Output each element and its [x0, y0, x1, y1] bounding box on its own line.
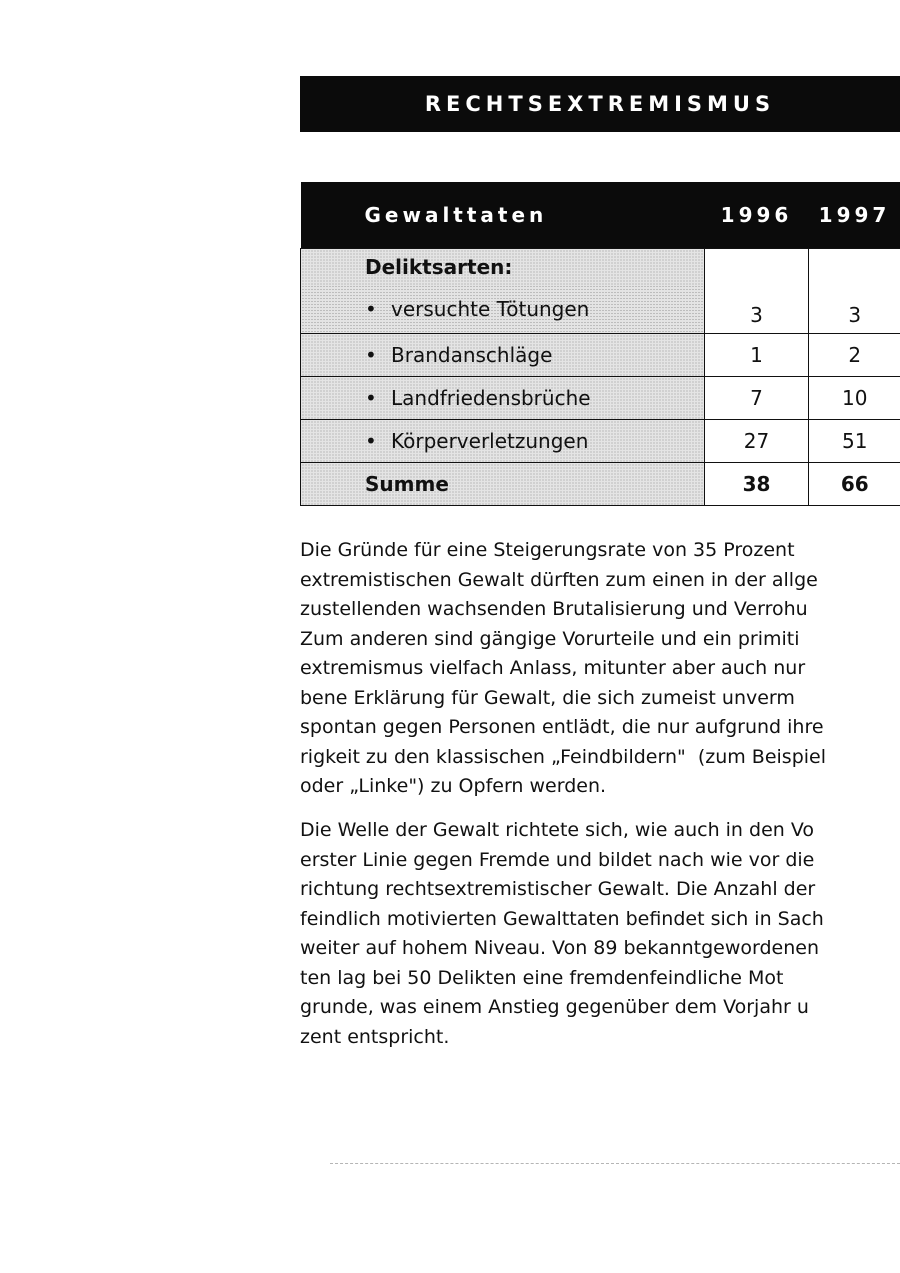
row-label-text: Landfriedensbrüche — [391, 386, 591, 410]
row-label-text: versuchte Tötungen — [391, 297, 590, 321]
table-row — [301, 377, 900, 420]
value-1996: 7 — [705, 377, 809, 420]
table-cell-empty — [705, 249, 809, 286]
table-cell-empty — [809, 249, 900, 286]
bullet-icon: • — [365, 429, 377, 453]
column-header-1996: 1996 — [705, 182, 809, 249]
value-1996: 27 — [705, 420, 809, 463]
total-1996: 38 — [705, 463, 809, 506]
column-header-1997: 1997 — [809, 182, 900, 249]
row-label-text: Körperverletzungen — [391, 429, 589, 453]
body-paragraph: Die Gründe für eine Steigerungsrate von 35 Prozent extremistischen Gewalt dürften zum einen in der allge zustellenden wachsenden Brutalisierung und Verrohu Zum anderen sind gängige Vorurteile und ein primiti extremismus vielfach Anlass, mitunter aber auch nur bene Erklärung für Gewalt, die sich zumeist unverm spontan gegen Personen entlädt, die nur aufgrund ihre rigkeit zu den klassischen „Feindbildern" (zum Beispiel oder „Linke") zu Opfern werden. — [300, 539, 826, 797]
total-row — [301, 463, 900, 506]
footer-divider — [330, 1163, 900, 1164]
value-1996: 1 — [705, 334, 809, 377]
total-label: Summe — [301, 463, 705, 506]
bullet-icon: • — [365, 343, 377, 367]
group-row — [301, 249, 900, 286]
value-1996: 3 — [705, 285, 809, 334]
table-row — [301, 285, 900, 334]
table-row — [301, 420, 900, 463]
bullet-icon: • — [365, 297, 377, 321]
value-1997: 3 — [809, 285, 900, 334]
total-1997: 66 — [809, 463, 900, 506]
bullet-icon: • — [365, 386, 377, 410]
row-label — [301, 285, 705, 334]
row-label — [301, 377, 705, 420]
group-label: Deliktsarten: — [301, 249, 705, 286]
value-1997: 2 — [809, 334, 900, 377]
table-row — [301, 334, 900, 377]
value-1997: 51 — [809, 420, 900, 463]
row-label-text: Brandanschläge — [391, 343, 553, 367]
section-header — [300, 76, 900, 132]
body-paragraph: Die Welle der Gewalt richtete sich, wie auch in den Vo erster Linie gegen Fremde und bildet nach wie vor die richtung rechtsextremistischer Gewalt. Die Anzahl der feindlich motivierten Gewalttaten befindet sich in Sach weiter auf hohem Niveau. Von 89 bekanntgewordenen ten lag bei 50 Delikten eine fremdenfeindliche Mot grunde, was einem Anstieg gegenüber dem Vorjahr u zent entspricht. — [300, 819, 824, 1048]
row-label — [301, 420, 705, 463]
table-header-row — [301, 182, 900, 249]
violence-statistics-table — [300, 182, 900, 506]
row-label — [301, 334, 705, 377]
value-1997: 10 — [809, 377, 900, 420]
section-title: RECHTSEXTREMISMUS — [424, 92, 776, 116]
column-header-category: Gewalttaten — [301, 182, 705, 249]
